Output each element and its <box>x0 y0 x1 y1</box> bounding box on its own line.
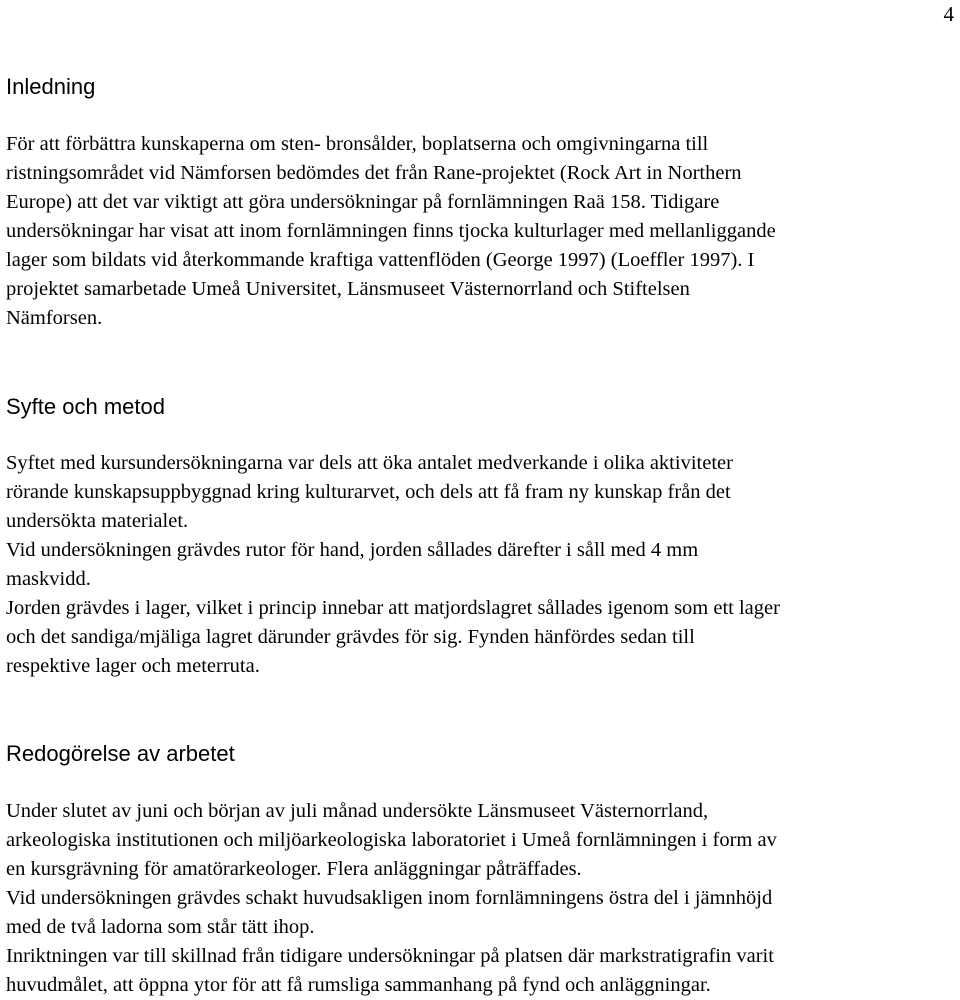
text-line: För att förbättra kunskaperna om sten- bronsålder, boplatserna och omgivningarna till <box>6 133 709 155</box>
paragraph-redogorelse-av-arbetet <box>6 797 960 1000</box>
section-heading-inledning: Inledning <box>6 74 96 99</box>
text-line: med de två ladorna som står tätt ihop. <box>6 916 315 938</box>
text-line: Vid undersökningen grävdes schakt huvudsakligen inom fornlämningens östra del i jämnhöjd <box>6 887 773 909</box>
text-line: Nämforsen. <box>6 307 103 329</box>
text-line: Jorden grävdes i lager, vilket i princip innebar att matjordslagret sållades igenom som ett lager <box>6 597 780 619</box>
paragraph-syfte-och-metod <box>6 449 960 681</box>
text-line: undersökningar har visat att inom fornlämningen finns tjocka kulturlager med mellanliggande <box>6 220 776 242</box>
text-line: ristningsområdet vid Nämforsen bedömdes det från Rane-projektet (Rock Art in Northern <box>6 162 742 184</box>
text-line: rörande kunskapsuppbyggnad kring kulturarvet, och dels att få fram ny kunskap från det <box>6 481 731 503</box>
text-line: arkeologiska institutionen och miljöarkeologiska laboratoriet i Umeå fornlämningen i form av <box>6 829 777 851</box>
text-line: Under slutet av juni och början av juli månad undersökte Länsmuseet Västernorrland, <box>6 800 709 822</box>
text-line: respektive lager och meterruta. <box>6 655 260 677</box>
text-line: projektet samarbetade Umeå Universitet, Länsmuseet Västernorrland och Stiftelsen <box>6 278 690 300</box>
text-line: en kursgrävning för amatörarkeologer. Flera anläggningar påträffades. <box>6 858 582 880</box>
section-heading-redogorelse-av-arbetet: Redogörelse av arbetet <box>6 741 235 766</box>
text-line: undersökta materialet. <box>6 510 189 532</box>
text-line: Syftet med kursundersökningarna var dels att öka antalet medverkande i olika aktiviteter <box>6 452 733 474</box>
text-line: lager som bildats vid återkommande kraftiga vattenflöden (George 1997) (Loeffler 1997). I <box>6 249 755 271</box>
page-number: 4 <box>943 2 954 26</box>
text-line: Europe) att det var viktigt att göra undersökningar på fornlämningen Raä 158. Tidigare <box>6 191 720 213</box>
text-line: huvudmålet, att öppna ytor för att få rumsliga sammanhang på fynd och anläggningar. <box>6 974 711 996</box>
text-line: Vid undersökningen grävdes rutor för hand, jorden sållades därefter i såll med 4 mm <box>6 539 699 561</box>
paragraph-inledning <box>6 130 960 333</box>
text-line: Inriktningen var till skillnad från tidigare undersökningar på platsen där markstratigrafin varit <box>6 945 774 967</box>
text-line: och det sandiga/mjäliga lagret därunder grävdes för sig. Fynden hänfördes sedan till <box>6 626 695 648</box>
text-line: maskvidd. <box>6 568 91 590</box>
section-heading-syfte-och-metod: Syfte och metod <box>6 394 165 419</box>
